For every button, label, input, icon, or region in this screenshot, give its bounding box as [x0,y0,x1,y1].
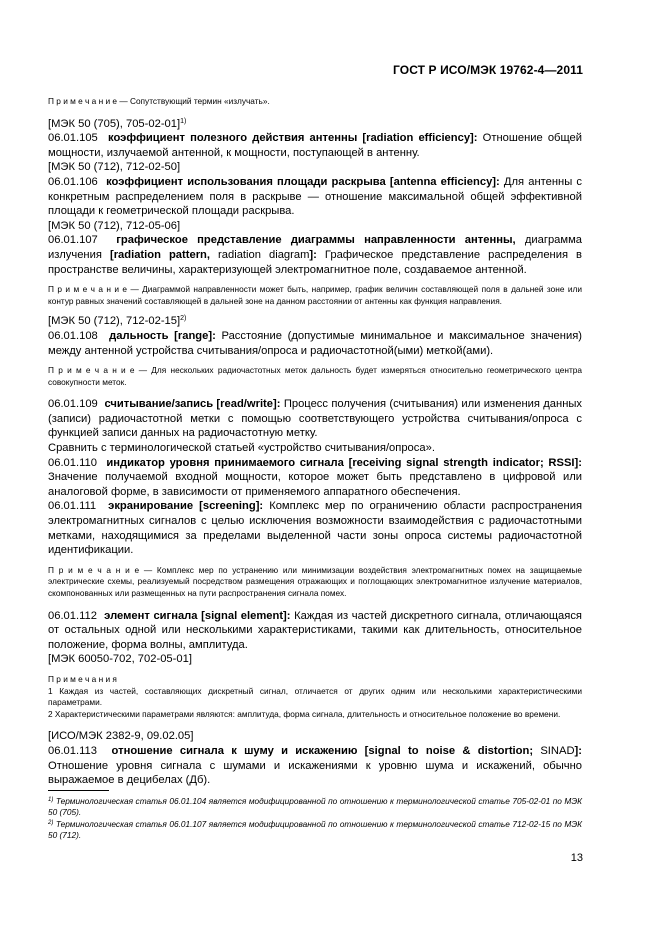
notes-112-heading: П р и м е ч а н и я [48,673,117,684]
footnote-2: $^{2)}$ Терминологическая статья 06.01.107 является модифицированной по отношению к терминологической статье 712-02-15 по МЭК 50 (712). [48,819,582,841]
term-110 [48,456,582,500]
term-108 [48,329,582,358]
note-112-2: 2 Характеристическими параметрами являются: амплитуда, форма сигнала, длительность и относительное положение во времени. [48,708,561,719]
note-112-1: 1 Каждая из частей, составляющих дискретный сигнал, отличается от других одним или несколькими характеристическими параметрами. [48,685,582,708]
term-definition: Графическое представление распределения в пространстве величины, характеризующей электромагнитное поле, создаваемое антенной. [48,248,583,276]
note-108: П р и м е ч а н и е — Для нескольких радиочастотных меток дальность будет измеряться относительно геометрического центра совокупности меток. [48,365,582,387]
term-number: 06.01.113 [48,744,97,757]
term-definition: Отношение общей мощности, излучаемой антенной, к мощности, поступающей в антенну. [48,132,583,159]
term-105 [48,131,582,160]
reference-106: [МЭК 50 (712), 712-05-06] [48,219,181,232]
reference-112: [МЭК 60050-702, 702-05-01] [48,653,192,666]
reference-105: [МЭК 50 (712), 712-02-50] [48,161,181,174]
term-109 [48,397,582,441]
term-111 [48,499,582,557]
footnote-separator [48,790,109,791]
term-title: отношение сигнала к шуму и искажению [signal to noise & distortion; [111,744,534,757]
term-number: 06.01.107 [48,234,98,247]
term-title: дальность [range]: [109,329,216,342]
footnote-1: $^{1)}$ Терминологическая статья 06.01.104 является модифицированной по отношению к терминологической статье 705-02-01 по МЭК 50 (705). [48,796,582,818]
term-title: индикатор уровня принимаемого сигнала [receiving signal strength indicator; RSSI]: [106,456,582,469]
term-number: 06.01.108 [48,329,98,342]
term-title: считывание/запись [read/write]: [104,398,281,411]
term-definition: Отношение уровня сигнала с шумами и искажениями к уровню шума и искажений, обычно выражаемое в децибелах (Дб). [48,759,582,787]
term-title: элемент сигнала [signal element]: [104,609,291,622]
term-number: 06.01.112 [48,609,97,622]
term-112 [48,609,582,653]
term-definition: Расстояние (допустимые минимальное и максимальное значения) между антенной устройства считывания/опроса и радиочастотной(ыми) меткой(ами). [48,329,582,357]
term-definition: Значение получаемой входной мощности, которое может быть представлено в цифровой или аналоговой форме, в зависимости от применяемого аппаратного обеспечения. [48,471,582,498]
document-body [48,96,582,788]
reference-112b: [ИСО/МЭК 2382-9, 09.02.05] [48,730,194,743]
note-111: П р и м е ч а н и е — Комплекс мер по устранению или минимизации воздействия электромагнитных помех на защищаемые электрические схемы, реализуемый посредством размещения отражающих и поглощающих электромагнитное излучение материалов, скомпонованных или размещенных на пути распространения сигнала помех. [48,564,582,598]
term-107: 06.01.107 графическое представление диаграммы направленности антенны, диаграмма излучения [radiation pattern, radiation diagram]: Графическое представление распределения в пространстве величины, характеризующей электромагнитное поле, создаваемое антенной. [48,234,583,276]
term-109-compare: Сравнить с терминологической статьей «устройство считывания/опроса». [48,442,435,455]
document-header-title: ГОСТ Р ИСО/МЭК 19762-4—2011 [393,63,583,77]
term-title: коэффициент полезного действия антенны [radiation efficiency]: [108,132,478,145]
note-107: П р и м е ч а н и е — Диаграммой направленности может быть, например, график величин составляющей поля в дальней зоне или контур равных значений составляющей в дальней зоне на данном расстоянии от антенны как функция направления. [48,284,582,306]
term-title: экранирование [screening]: [108,500,264,513]
term-definition: Комплекс мер по ограничению области распространения электромагнитных сигналов с целью исключения возможности взаимодействия с радиочастотными метками, находящимися за пределами выделенной части зоны опроса системы радиочастотной идентификации. [48,500,583,557]
term-number: 06.01.109 [48,398,98,411]
term-number: 06.01.105 [48,132,98,145]
page-number: 13 [570,852,583,864]
term-113: 06.01.113 отношение сигнала к шуму и искажению [signal to noise & distortion; SINAD]: Отношение уровня сигнала с шумами и искажениями к уровню шума и искажений, обычно выражаемое в децибелах (Дб). [48,744,582,787]
term-number: 06.01.106 [48,175,98,188]
term-title: графическое представление диаграммы направленности антенны, [116,234,516,247]
reference-107: [МЭК 50 (712), 712-02-15]$^{2)}$ [48,315,187,328]
reference-0: [МЭК 50 (705), 705-02-01]$^{1)}$ [48,117,187,130]
term-106 [48,175,582,219]
term-number: 06.01.110 [48,456,97,469]
term-definition: Каждая из частей дискретного сигнала, отличающаяся от остальных одной или несколькими характеристиками, такими как длительность, относительное положение, форма волны, амплитуда. [48,609,582,651]
term-title: коэффициент использования площади раскрыва [antenna efficiency]: [106,175,500,188]
term-definition: Для антенны с конкретным распределением поля в раскрыве — отношение максимальной общей эффективной площади к геометрической площади раскрыва. [48,175,583,218]
term-number: 06.01.111 [48,500,97,513]
note-0: П р и м е ч а н и е — Сопутствующий термин «излучать». [48,96,270,106]
term-definition: Процесс получения (считывания) или изменения данных (записи) радиочастотной метки с помощью соответствующего устройства считывания/опроса с функцией записи данных на радиочастотную метку. [48,398,583,440]
